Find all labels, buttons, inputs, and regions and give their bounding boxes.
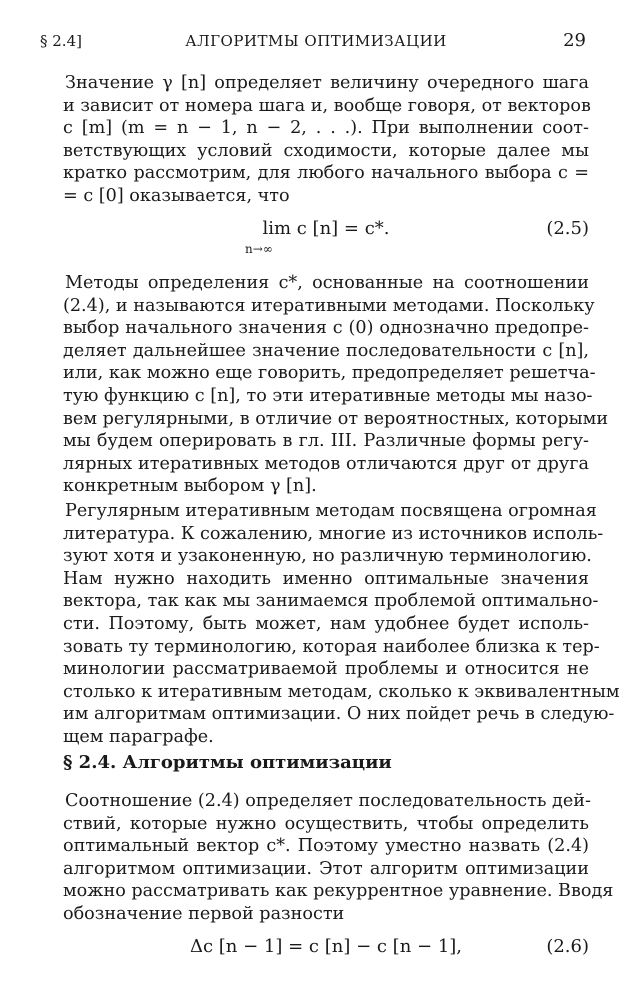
text-line: выбор начального значения c (0) однозначно предопре- <box>63 318 589 339</box>
header-section-ref: § 2.4] <box>40 32 82 50</box>
equation-subscript: n→∞ <box>245 242 273 256</box>
text-line: литература. К сожалению, многие из источников исполь- <box>63 523 604 544</box>
text-line: кратко рассмотрим, для любого начального выбора c = <box>63 163 589 184</box>
text-line: (2.4), и называются итеративными методами. Поскольку <box>63 295 595 316</box>
text-line: зуют хотя и узаконенную, но различную терминологию. <box>63 546 592 567</box>
equation-formula: Δc [n − 1] = c [n] − c [n − 1], <box>189 936 463 957</box>
equation-2-6 <box>63 936 589 966</box>
text-line: ветствующих условий сходимости, которые далее мы <box>63 140 589 161</box>
equation-2-5 <box>63 218 589 256</box>
text-line: зовать ту терминологию, которая наиболее близка к тер- <box>63 636 600 657</box>
text-line: столько к итеративным методам, сколько к эквивалентным <box>63 681 620 702</box>
text-line: можно рассматривать как рекуррентное уравнение. Вводя <box>63 881 614 902</box>
text-line: щем параграфе. <box>63 726 214 747</box>
equation-number: (2.6) <box>546 936 589 957</box>
text-line: Методы определения c*, основанные на соотношении <box>65 273 589 293</box>
text-line: лярных итеративных методов отличаются друг от друга <box>63 453 589 474</box>
text-line: конкретным выбором γ [n]. <box>63 476 317 497</box>
text-line: вектора, так как мы занимаемся проблемой оптимально- <box>63 591 599 612</box>
text-line: сти. Поэтому, быть может, нам удобнее будет исполь- <box>63 613 589 634</box>
text-line: ствий, которые нужно осуществить, чтобы определить <box>63 813 589 834</box>
text-line: = c [0] оказывается, что <box>63 185 290 206</box>
text-line: Значение γ [n] определяет величину очередного шага <box>65 73 589 93</box>
text-line: вем регулярными, в отличие от вероятностных, которыми <box>63 408 609 429</box>
running-header <box>40 30 592 54</box>
paragraph-4 <box>63 790 614 926</box>
page-number: 29 <box>563 30 586 51</box>
text-line: алгоритмом оптимизации. Этот алгоритм оптимизации <box>63 858 589 879</box>
text-line: им алгоритмам оптимизации. О них пойдет речь в следую- <box>63 704 615 725</box>
text-line: Соотношение (2.4) определяет последовательность дей- <box>65 791 591 811</box>
equation-formula: lim c [n] = c*. <box>262 218 390 239</box>
section-heading: § 2.4. Алгоритмы оптимизации <box>63 752 392 773</box>
equation-number: (2.5) <box>546 218 589 239</box>
text-line: c [m] (m = n − 1, n − 2, . . .). При выполнении соот- <box>63 118 589 139</box>
text-line: минологии рассматриваемой проблемы и относится не <box>63 659 589 680</box>
paragraph-2 <box>63 272 609 498</box>
text-line: Регулярным итеративным методам посвящена огромная <box>65 501 597 521</box>
text-line: деляет дальнейшее значение последовательности c [n], <box>63 340 589 361</box>
text-line: обозначение первой разности <box>63 903 345 924</box>
text-line: оптимальный вектор c*. Поэтому уместно назвать (2.4) <box>63 836 589 857</box>
text-line: тую функцию c [n], то эти итеративные методы мы назо- <box>63 385 593 406</box>
text-line: мы будем оперировать в гл. III. Различные формы регу- <box>63 431 589 452</box>
paragraph-3 <box>63 500 620 749</box>
paragraph-1 <box>63 72 589 208</box>
text-line: Нам нужно находить именно оптимальные значения <box>63 568 589 589</box>
text-line: или, как можно еще говорить, предопределяет решетча- <box>63 363 596 384</box>
header-running-title: АЛГОРИТМЫ ОПТИМИЗАЦИИ <box>185 32 447 50</box>
text-line: и зависит от номера шага и, вообще говоря, от векторов <box>63 95 591 116</box>
